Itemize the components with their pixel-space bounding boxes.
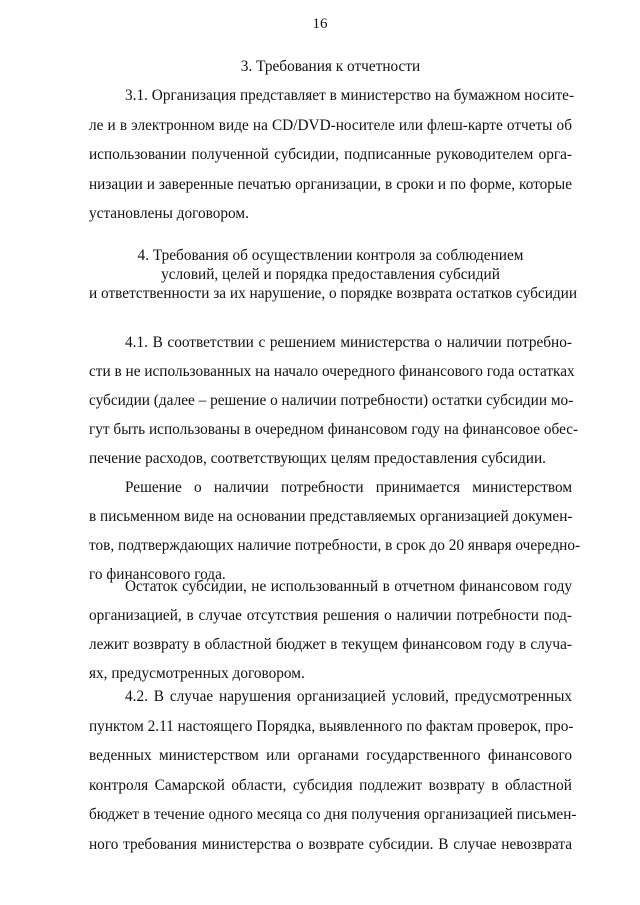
paragraph-line: тов, подтверждающих наличие потребности, в срок до 20 января очередно-: [89, 537, 581, 554]
paragraph-line: низации и заверенные печатью организации, в сроки и по форме, которые: [89, 175, 572, 193]
paragraph-remainder: [89, 578, 572, 694]
paragraph-line: субсидии (далее – решение о наличии потребности) остатки субсидии мо-: [89, 392, 574, 409]
heading-line: 3. Требования к отчетности: [240, 58, 421, 75]
paragraph-3-1: [89, 87, 575, 235]
paragraph-line: печение расходов, соответствующих целям предоставления субсидии.: [89, 450, 547, 467]
paragraph-line: контроля Самарской области, субсидия подлежит возврату в областной: [89, 776, 572, 794]
paragraph-line: го финансового года.: [89, 566, 226, 583]
heading-line: условий, целей и порядка предоставления субсидий: [161, 266, 500, 283]
paragraph-line: 4.2. В случае нарушения организацией условий, предусмотренных: [125, 688, 572, 705]
paragraph-line: Решение о наличии потребности принимается министерством: [125, 479, 572, 496]
paragraph-line: лежит возврату в областной бюджет в текущем финансовом году в случа-: [89, 636, 572, 653]
section-4-heading: [89, 247, 578, 304]
paragraph-line: ях, предусмотренных договором.: [89, 665, 305, 682]
paragraph-line: ного требования министерства о возврате субсидии. В случае невозврата: [89, 835, 572, 853]
heading-line: 4. Требования об осуществлении контроля за соблюдением: [137, 247, 524, 264]
paragraph-line: 4.1. В соответствии с решением министерства о наличии потребно-: [125, 334, 572, 351]
paragraph-line: 3.1. Организация представляет в министерство на бумажном носите-: [125, 87, 575, 104]
paragraph-line: ле и в электронном виде на CD/DVD-носителе или флеш-карте отчеты об: [89, 116, 572, 134]
paragraph-4-1: [89, 334, 579, 479]
paragraph-line: гут быть использованы в очередном финансовом году на финансовое обес-: [89, 421, 579, 438]
paragraph-line: пунктом 2.11 настоящего Порядка, выявленного по фактам проверок, про-: [89, 717, 574, 735]
page-number: 16: [312, 16, 328, 32]
paragraph-line: использовании полученной субсидии, подписанные руководителем орга-: [89, 146, 572, 163]
paragraph-4-2: [89, 688, 577, 865]
paragraph-line: в письменном виде на основании представляемых организацией докумен-: [89, 508, 573, 525]
paragraph-line: Остаток субсидии, не использованный в отчетном финансовом году: [125, 578, 572, 595]
paragraph-line: организацией, в случае отсутствия решения о наличии потребности под-: [89, 607, 572, 624]
paragraph-line: веденных министерством или органами государственного финансового: [89, 747, 572, 764]
heading-line: и ответственности за их нарушение, о порядке возврата остатков субсидии: [89, 285, 578, 302]
paragraph-line: установлены договором.: [89, 205, 249, 222]
paragraph-line: бюджет в течение одного месяца со дня получения организацией письмен-: [89, 806, 577, 823]
section-3-heading: [89, 58, 572, 76]
paragraph-line: сти в не использованных на начало очередного финансового года остатках: [89, 363, 575, 380]
